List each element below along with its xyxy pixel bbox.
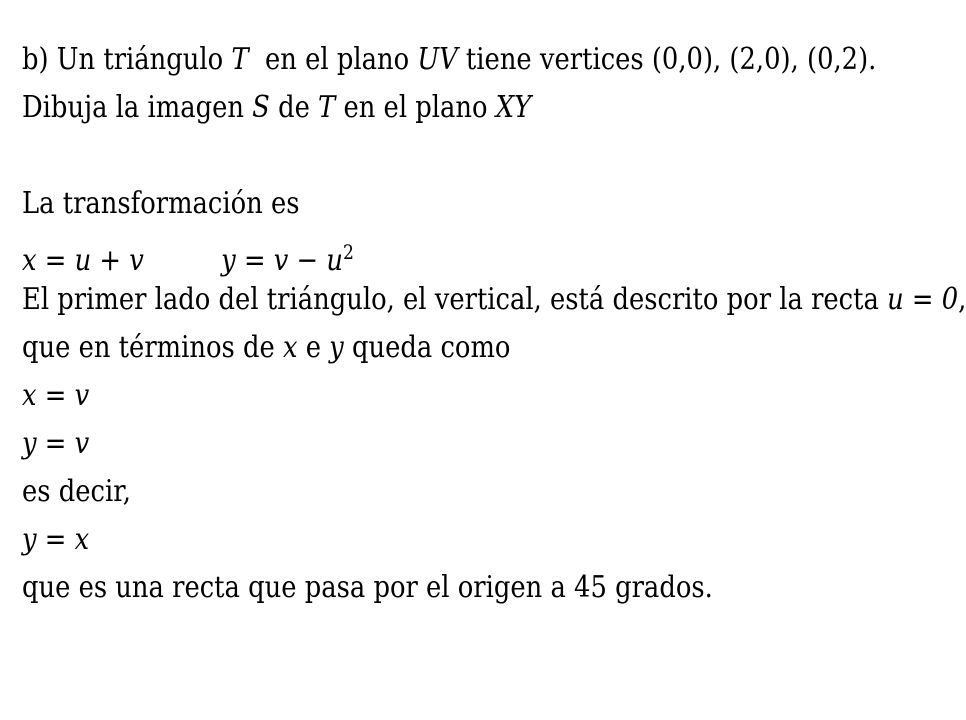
text: El primer lado del triángulo, el vertical, está descrito por la recta: [22, 282, 888, 317]
text: ,: [958, 282, 966, 317]
text: en el plano: [248, 42, 418, 77]
text: queda como: [343, 330, 511, 365]
math-S: S: [252, 90, 270, 125]
text: Dibuja la imagen: [22, 90, 253, 125]
exponent: 2: [342, 240, 354, 264]
text: en el plano: [335, 90, 496, 125]
math-x: x: [282, 330, 298, 365]
text: de: [269, 90, 319, 125]
math-T: T: [231, 42, 249, 77]
vertex-2: (2,0): [729, 42, 791, 77]
transformation-equations: [22, 228, 813, 276]
equation-u-zero: u = 0: [887, 282, 959, 317]
math-UV: UV: [417, 42, 458, 77]
conclusion-text: que es una recta que pasa por el origen a 45 grados.: [22, 570, 713, 605]
equation-x: x = u + v: [22, 243, 144, 278]
blank-line: [22, 132, 813, 180]
math-T: T: [318, 90, 336, 125]
separator: ,: [790, 42, 808, 77]
es-decir-text: es decir,: [22, 474, 131, 509]
equation-x-equals-v: x = v: [22, 378, 90, 413]
equation-y-base: y = v − u: [221, 243, 343, 278]
text: e: [297, 330, 330, 365]
equation-y: [221, 240, 354, 278]
first-side-description: [22, 276, 966, 324]
text: que en términos de: [22, 330, 283, 365]
math-y: y: [329, 330, 344, 365]
vertex-3: (0,2): [807, 42, 869, 77]
problem-statement-line-2: [22, 84, 813, 132]
equation-y-equals-x: y = x: [22, 522, 90, 557]
text: tiene vertices: [457, 42, 652, 77]
document-page: [22, 36, 966, 612]
terms-of-xy-line: [22, 324, 813, 372]
separator: ,: [713, 42, 730, 77]
transformation-intro: La transformación es: [22, 186, 300, 221]
math-XY: XY: [495, 90, 532, 125]
text: .: [868, 42, 877, 77]
equation-y-equals-v: y = v: [22, 426, 90, 461]
text: b) Un triángulo: [22, 42, 232, 77]
vertex-1: (0,0): [651, 42, 714, 77]
problem-statement-line-1: [22, 36, 877, 84]
